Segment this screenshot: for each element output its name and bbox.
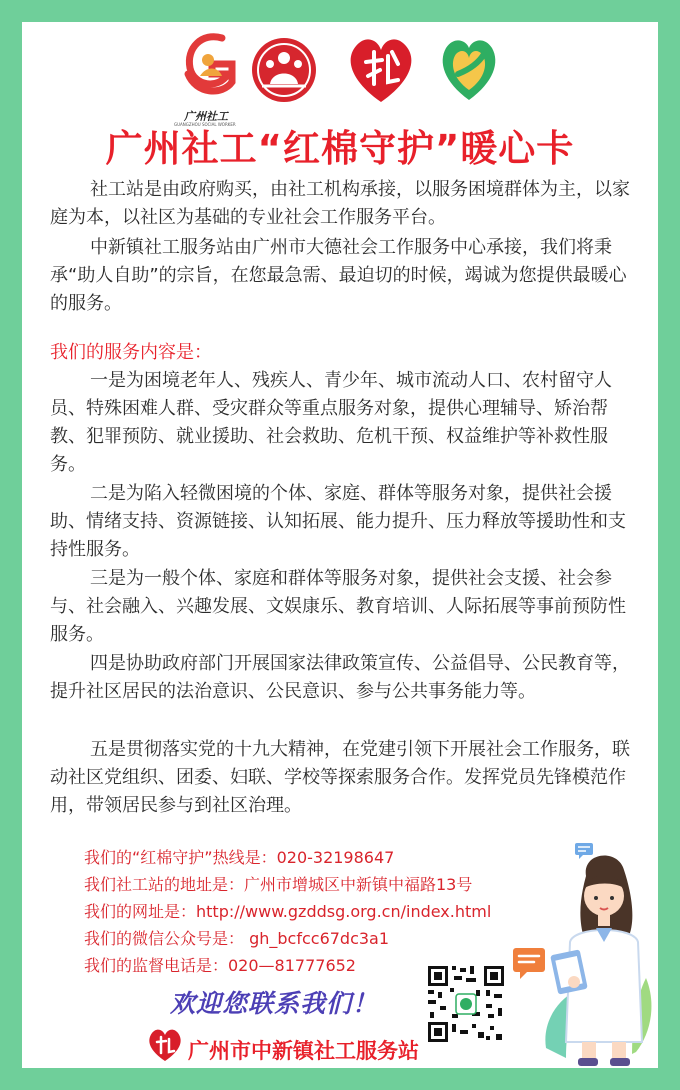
service-paragraph-5 (50, 736, 642, 820)
service-paragraph-3 (50, 565, 642, 649)
logo-subcaption: GUANGZHOU SOCIAL WORKER (174, 122, 236, 127)
services-heading: 我们的服务内容是： (50, 342, 212, 363)
intro-paragraph-2 (50, 234, 642, 318)
service-paragraph-1 (50, 367, 642, 479)
service-text-4: 四是协助政府部门开展国家法律政策宣传、公益倡导、公民教育等，提升社区居民的法治意识、公民意识、参与公共事务能力等。 (50, 653, 630, 702)
guangzhou-social-work-logo (182, 30, 238, 110)
intro-text-2: 中新镇社工服务站由广州市大德社会工作服务中心承接，我们将秉承“助人自助”的宗旨，在您最急需、最迫切的时候，竭诚为您提供最暖心的服务。 (50, 237, 627, 314)
nurse-illustration (540, 842, 658, 1068)
service-text-3: 三是为一般个体、家庭和群体等服务对象，提供社会支援、社会参与、社会融入、兴趣发展、文娱康乐、教育培训、人际拓展等事前预防性服务。 (50, 568, 626, 645)
qr-code[interactable] (426, 964, 506, 1044)
welcome-text: 欢迎您联系我们！ (170, 989, 379, 1018)
footer-redcotton-icon (146, 1027, 184, 1063)
contact-supervision: 我们的监督电话是：020—81777652 (84, 956, 356, 975)
logo-row (22, 30, 658, 128)
intro-paragraph-1 (50, 176, 642, 232)
service-text-1: 一是为困境老年人、残疾人、青少年、城市流动人口、农村留守人员、特殊困难人群、受灾群众等重点服务对象，提供心理辅导、矫治帮教、犯罪预防、就业援助、社会救助、危机干预、权益维护等补救性服务。 (50, 370, 612, 475)
footer-organization: 广州市中新镇社工服务站 (188, 1039, 419, 1063)
contact-wechat: 我们的微信公众号是： gh_bcfcc67dc3a1 (84, 929, 390, 948)
contact-hotline: 我们的“红棉守护”热线是：020-32198647 (84, 848, 395, 867)
redcotton-logo (344, 32, 418, 106)
warm-card (22, 22, 658, 1068)
logo-caption: 广州社工 (184, 110, 228, 123)
heart-leaf-logo (438, 34, 500, 104)
contact-website[interactable]: 我们的网址是：http://www.gzddsg.org.cn/index.html (84, 902, 492, 921)
service-text-2: 二是为陷入轻微困境的个体、家庭、群体等服务对象，提供社会援助、情绪支持、资源链接、认知拓展、能力提升、压力释放等援助性和支持性服务。 (50, 483, 626, 560)
intro-text-1: 社工站是由政府购买，由社工机构承接，以服务困境群体为主，以家庭为本，以社区为基础的专业社会工作服务平台。 (50, 179, 630, 228)
page-title: 广州社工“红棉守护”暖心卡 (105, 127, 575, 170)
service-paragraph-2 (50, 480, 642, 564)
contact-address: 我们社工站的地址是：广州市增城区中新镇中福路13号 (84, 875, 473, 894)
association-logo (250, 36, 318, 104)
service-text-5: 五是贯彻落实党的十九大精神，在党建引领下开展社会工作服务，联动社区党组织、团委、妇联、学校等探索服务合作。发挥党员先锋模范作用，带领居民参与到社区治理。 (50, 739, 630, 816)
service-paragraph-4 (50, 650, 642, 706)
